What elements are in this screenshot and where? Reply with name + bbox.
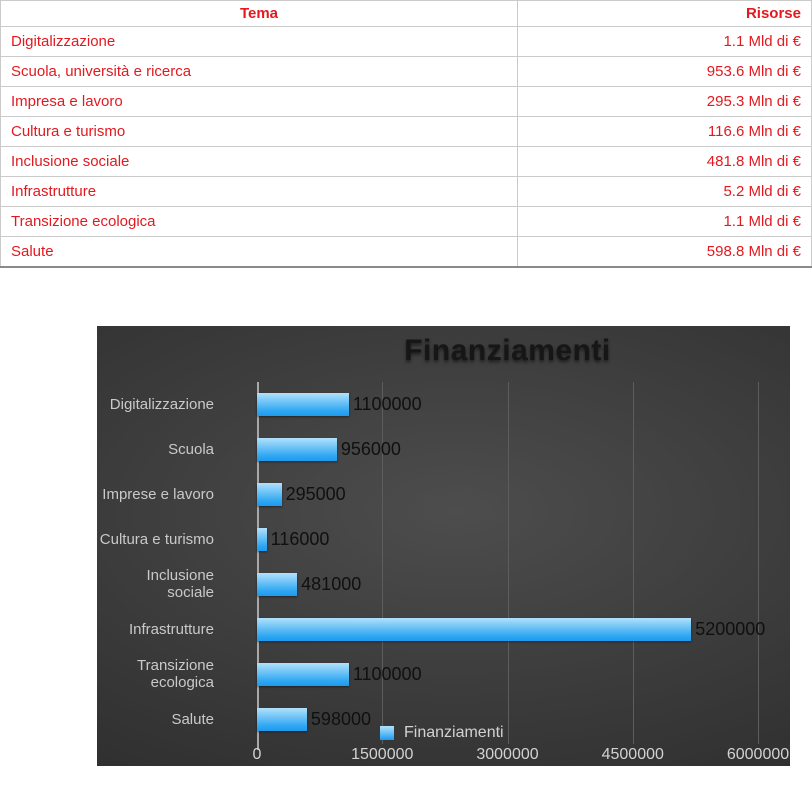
header-tema: Tema bbox=[1, 1, 518, 27]
chart-row bbox=[97, 562, 790, 607]
risorse-cell: 116.6 Mln di € bbox=[518, 117, 812, 147]
header-risorse: Risorse bbox=[518, 1, 812, 27]
chart-row bbox=[97, 382, 790, 427]
bar-value-label: 5200000 bbox=[695, 618, 766, 639]
bar bbox=[257, 573, 297, 596]
chart-row bbox=[97, 517, 790, 562]
bar-value-label: 956000 bbox=[340, 438, 401, 459]
tema-cell: Cultura e turismo bbox=[1, 117, 518, 147]
category-label: Inclusione sociale bbox=[146, 567, 214, 601]
bar bbox=[257, 708, 307, 731]
tema-cell: Impresa e lavoro bbox=[1, 87, 518, 117]
chart-title: Finanziamenti bbox=[404, 333, 611, 367]
table-row bbox=[1, 177, 812, 207]
risorse-cell: 1.1 Mld di € bbox=[518, 27, 812, 57]
x-axis-tick-label: 4500000 bbox=[601, 745, 664, 763]
bar bbox=[257, 483, 282, 506]
bar-value-label: 598000 bbox=[310, 708, 371, 729]
risorse-cell: 5.2 Mld di € bbox=[518, 177, 812, 207]
category-label: Transizione ecologica bbox=[137, 657, 214, 691]
category-label: Scuola bbox=[168, 440, 214, 458]
chart-row bbox=[97, 427, 790, 472]
x-axis-tick-label: 3000000 bbox=[476, 745, 539, 763]
table-row bbox=[1, 117, 812, 147]
bar-value-label: 116000 bbox=[270, 528, 330, 549]
chart-row bbox=[97, 652, 790, 697]
bar bbox=[257, 528, 267, 551]
chart-legend bbox=[380, 724, 504, 742]
x-axis-tick-label: 1500000 bbox=[351, 745, 414, 763]
x-axis-tick-label: 6000000 bbox=[726, 745, 790, 763]
tema-cell: Inclusione sociale bbox=[1, 147, 518, 177]
category-label: Imprese e lavoro bbox=[102, 485, 214, 503]
table-row bbox=[1, 27, 812, 57]
category-label: Cultura e turismo bbox=[99, 530, 214, 548]
tema-cell: Transizione ecologica bbox=[1, 207, 518, 237]
table-row bbox=[1, 237, 812, 267]
resources-table-body bbox=[1, 27, 812, 267]
risorse-cell: 953.6 Mln di € bbox=[518, 57, 812, 87]
table-row bbox=[1, 147, 812, 177]
legend-label: Finanziamenti bbox=[404, 723, 504, 741]
chart-row bbox=[97, 607, 790, 652]
x-axis-tick-label: 0 bbox=[252, 745, 262, 763]
resources-table bbox=[0, 0, 812, 268]
risorse-cell: 481.8 Mln di € bbox=[518, 147, 812, 177]
risorse-cell: 295.3 Mln di € bbox=[518, 87, 812, 117]
chart-row bbox=[97, 472, 790, 517]
legend-color-swatch-icon bbox=[380, 726, 394, 740]
bar bbox=[257, 663, 349, 686]
resources-table-head bbox=[1, 1, 812, 27]
table-header-row bbox=[1, 1, 812, 27]
bar-value-label: 1100000 bbox=[352, 393, 422, 414]
bar bbox=[257, 393, 349, 416]
tema-cell: Digitalizzazione bbox=[1, 27, 518, 57]
tema-cell: Infrastrutture bbox=[1, 177, 518, 207]
category-label: Infrastrutture bbox=[128, 620, 214, 638]
bar bbox=[257, 618, 691, 641]
tema-cell: Scuola, università e ricerca bbox=[1, 57, 518, 87]
bar-value-label: 295000 bbox=[285, 483, 346, 504]
bar bbox=[257, 438, 337, 461]
table-row bbox=[1, 57, 812, 87]
bar-value-label: 481000 bbox=[301, 573, 362, 594]
tema-cell: Salute bbox=[1, 237, 518, 267]
risorse-cell: 1.1 Mld di € bbox=[518, 207, 812, 237]
table-row bbox=[1, 207, 812, 237]
bar-value-label: 1100000 bbox=[352, 663, 422, 684]
risorse-cell: 598.8 Mln di € bbox=[518, 237, 812, 267]
table-row bbox=[1, 87, 812, 117]
category-label: Digitalizzazione bbox=[109, 395, 214, 413]
category-label: Salute bbox=[171, 710, 214, 728]
finanziamenti-bar-chart bbox=[97, 326, 790, 766]
